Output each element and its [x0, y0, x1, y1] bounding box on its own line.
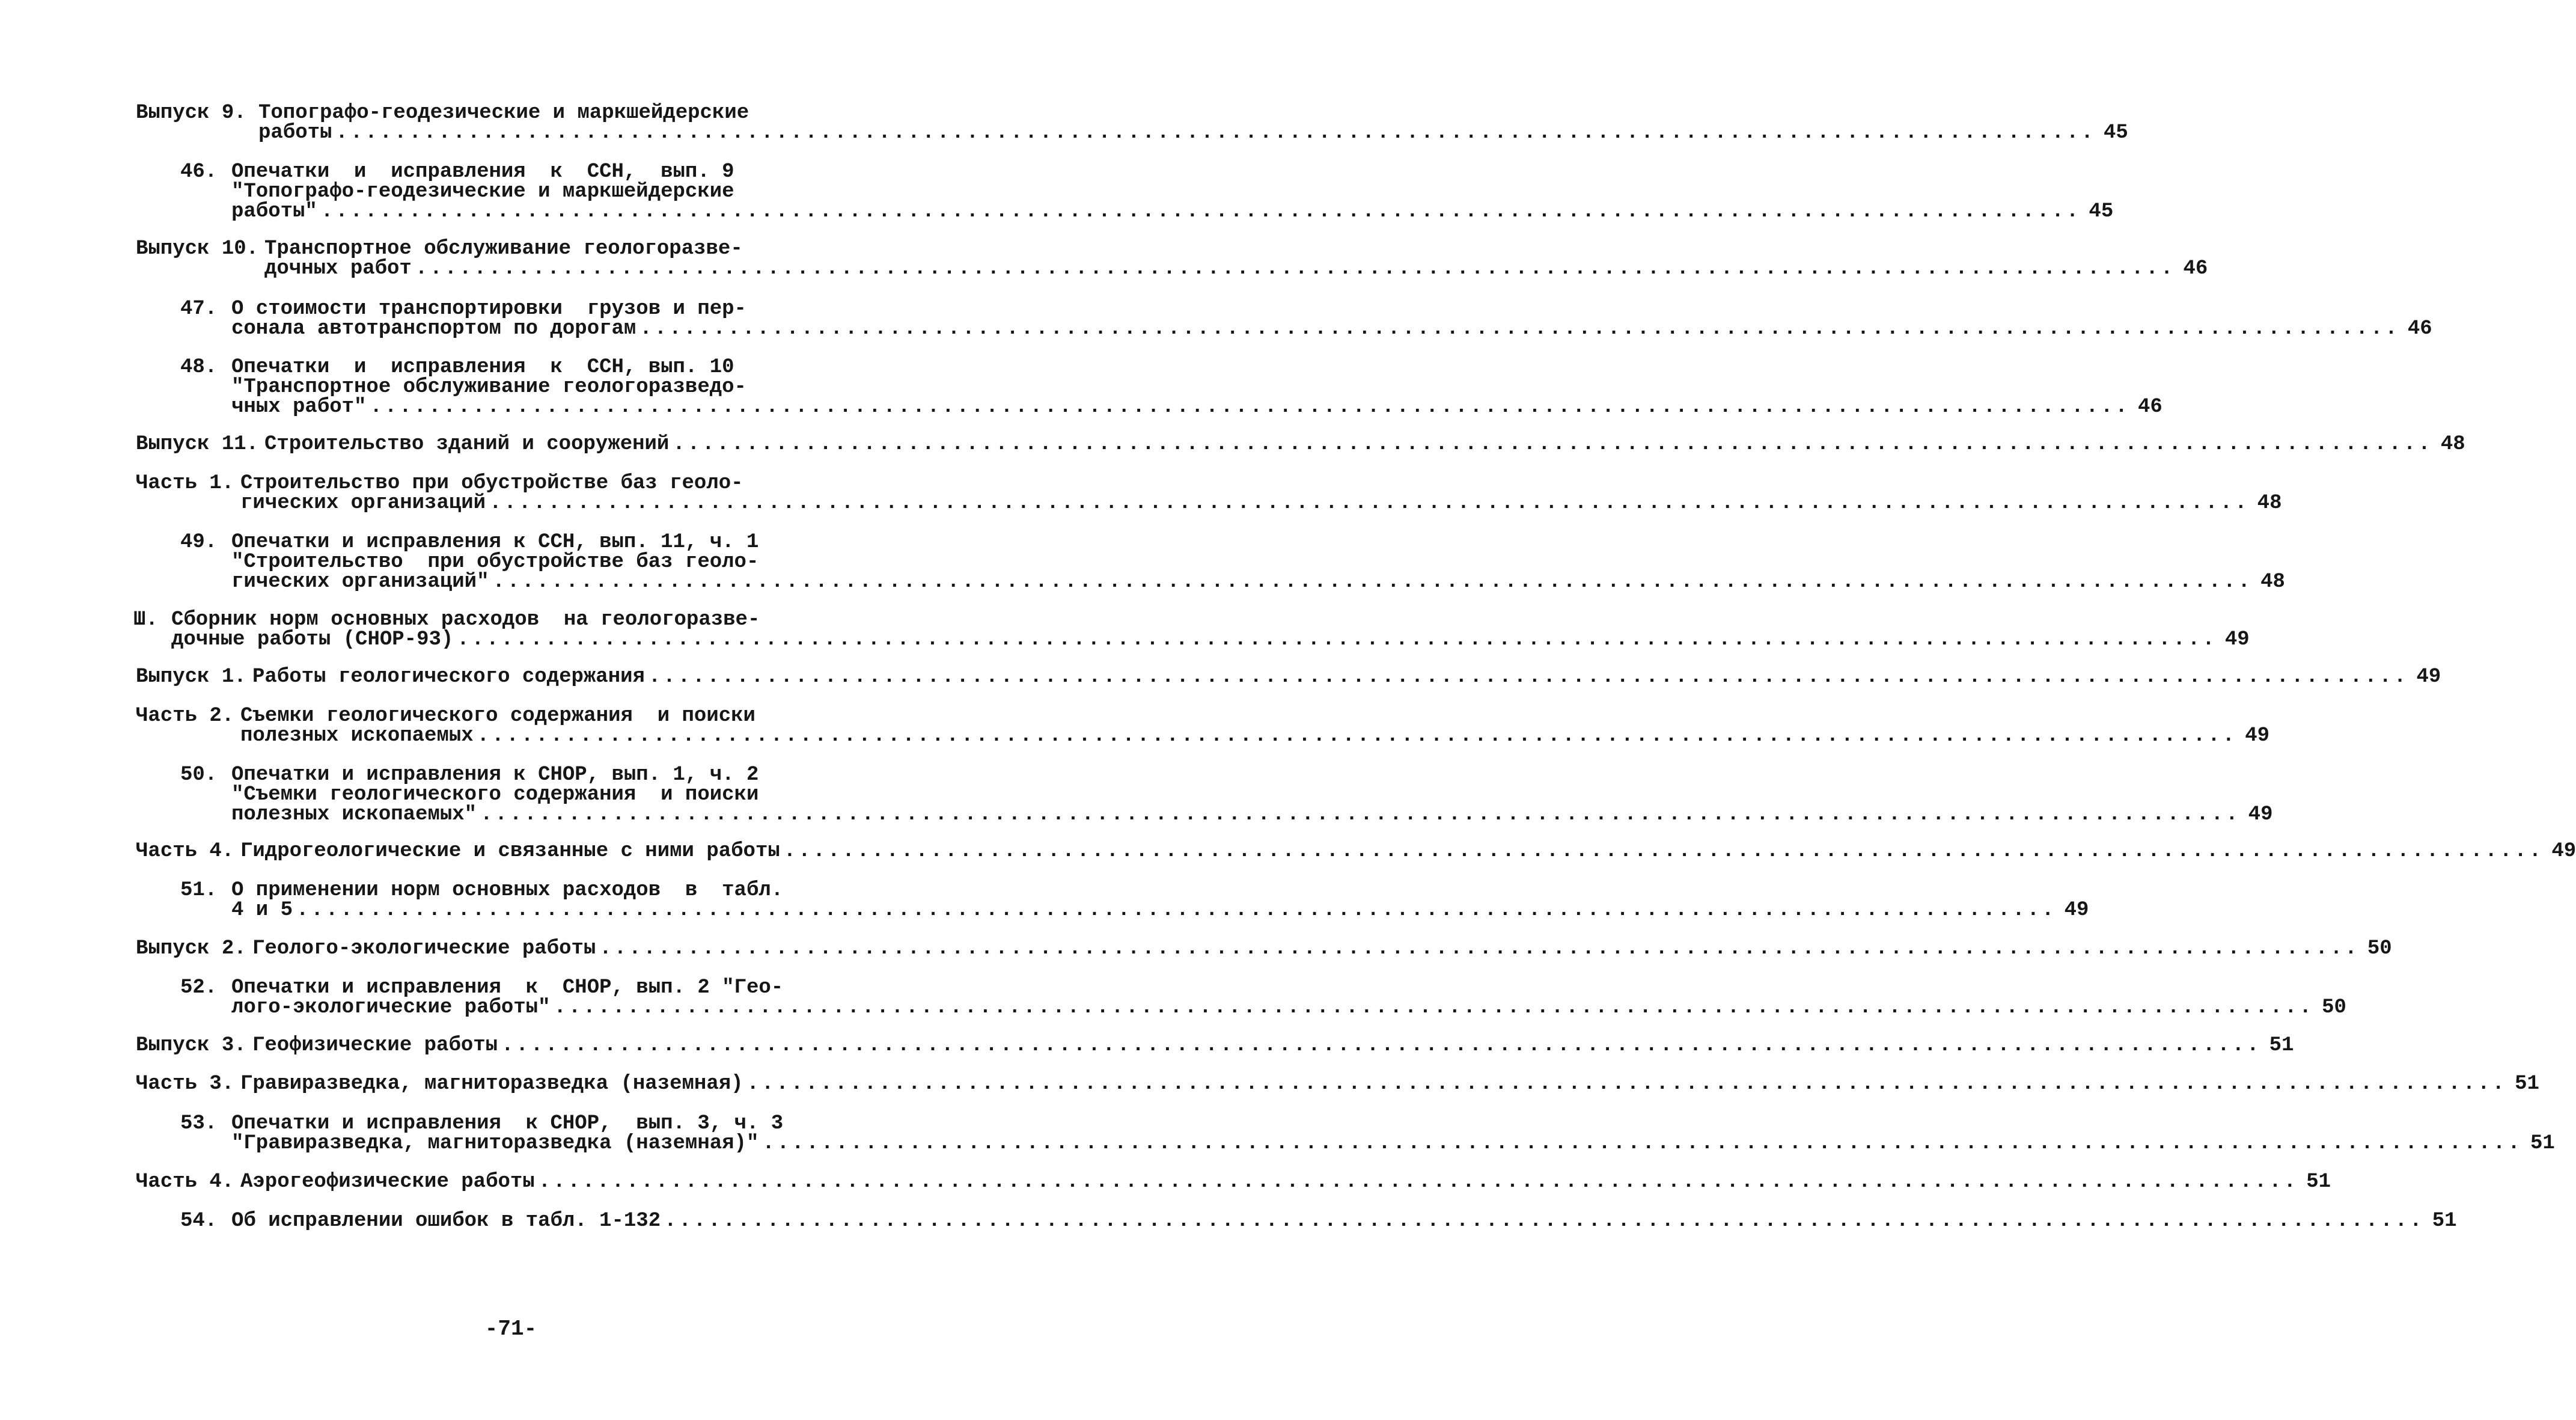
toc-entry-title-line: Аэрогеофизические работы [240, 1171, 535, 1193]
dot-leader: ........................................................................................................................ [296, 899, 2057, 922]
toc-entry-number: Часть 3. [136, 1073, 234, 1095]
toc-entry-number: 52. [180, 976, 218, 999]
toc-entry-title-line: гических организаций [240, 492, 486, 515]
toc-entry-title-line: Работы геологического содержания [252, 666, 645, 688]
toc-entry [231, 161, 2114, 223]
toc-page-number: 49 [2245, 724, 2270, 747]
toc-entry-title-line: Транспортное обслуживание геологоразве- [264, 237, 743, 260]
toc-entry-title-line: гических организаций" [231, 571, 489, 593]
toc-entry [231, 298, 2432, 340]
toc-page-number: 49 [2064, 899, 2089, 922]
toc-entry [264, 433, 2465, 456]
toc-entry-title-line: дочных работ [264, 257, 412, 280]
toc-page-number: 46 [2183, 257, 2208, 280]
toc-entry [231, 879, 2089, 922]
toc-entry [240, 1171, 2331, 1193]
toc-page-number: 51 [2432, 1210, 2457, 1232]
toc-entry [258, 102, 2128, 144]
toc-page-number: 49 [2416, 666, 2441, 688]
toc-entry [252, 1034, 2294, 1057]
toc-entry [231, 1112, 2555, 1155]
toc-entry-number: 48. [180, 356, 218, 379]
toc-entry [252, 666, 2441, 688]
toc-page-number: 50 [2367, 937, 2392, 960]
toc-entry-title-line: Топографо-геодезические и маркшейдерские [258, 102, 749, 124]
toc-entry-number: Часть 4. [136, 1171, 234, 1193]
toc-entry-title-line: Опечатки и исправления к СНОР, вып. 3, ч. 3 [231, 1112, 784, 1135]
toc-entry-title-line: чных работ" [231, 396, 367, 418]
toc-page-number: 48 [2257, 492, 2282, 515]
toc-entry-title-line: Об исправлении ошибок в табл. 1-132 [231, 1210, 661, 1232]
toc-entry-title-line: Гидрогеологические и связанные с ними работы [240, 840, 780, 863]
toc-entry [231, 1210, 2457, 1232]
toc-entry [264, 237, 2208, 280]
toc-entry-title-line: Геофизические работы [252, 1034, 498, 1057]
toc-entry-title-line: Съемки геологического содержания и поиски [240, 705, 755, 727]
toc-entry-number: Часть 4. [136, 840, 234, 863]
toc-page-number: 48 [2260, 571, 2285, 593]
toc-entry-title-line: Опечатки и исправления к ССН, вып. 9 [231, 161, 734, 183]
toc-entry-title-line: Сборник норм основных расходов на геологоразве- [171, 608, 760, 631]
toc-entry-last-line [264, 433, 2465, 456]
dot-leader: ........................................................................................................................ [492, 571, 2253, 593]
toc-entry-title-line: Гравиразведка, магниторазведка (наземная) [240, 1073, 743, 1095]
dot-leader: ........................................................................................................................ [762, 1132, 2523, 1155]
toc-entry-last-line [240, 492, 2282, 515]
dot-leader: ........................................................................................................................ [415, 257, 2176, 280]
toc-entry-title-line: Опечатки и исправления к СНОР, вып. 1, ч. 2 [231, 764, 759, 786]
toc-entry-last-line [264, 257, 2208, 280]
toc-entry [231, 356, 2162, 418]
toc-entry [171, 608, 2250, 651]
toc-entry [231, 531, 2285, 593]
toc-entry-number: Выпуск 3. [136, 1034, 246, 1057]
dot-leader: ........................................................................................................................ [746, 1073, 2507, 1095]
toc-entry-last-line [240, 840, 2576, 863]
dot-leader: ........................................................................................................................ [335, 121, 2096, 144]
toc-entry-number: Выпуск 10. [136, 237, 259, 260]
toc-entry-number: Часть 2. [136, 705, 234, 727]
toc-page-number: 48 [2440, 433, 2465, 456]
toc-entry-last-line [231, 396, 2162, 418]
toc-page-number: 46 [2407, 317, 2432, 340]
toc-page-number: 50 [2322, 996, 2346, 1019]
toc-entry-number: Часть 1. [136, 472, 234, 495]
toc-page-number: 45 [2104, 121, 2128, 144]
toc-entry-last-line [231, 317, 2432, 340]
toc-entry-title-line: "Строительство при обустройстве баз геоло- [231, 551, 759, 574]
toc-entry-last-line [231, 996, 2346, 1019]
toc-entry [240, 1073, 2539, 1095]
toc-entry-title-line: полезных ископаемых [240, 724, 474, 747]
toc-entry-last-line [231, 200, 2114, 223]
toc-entry-last-line [252, 937, 2392, 960]
dot-leader: ........................................................................................................................ [599, 937, 2360, 960]
toc-entry [231, 764, 2273, 826]
toc-page-number: 45 [2089, 200, 2114, 223]
toc-page-number: 46 [2138, 396, 2162, 418]
toc-entry-last-line [252, 666, 2441, 688]
toc-entry-number: 46. [180, 161, 218, 183]
toc-entry [231, 976, 2346, 1019]
toc-entry-title-line: О применении норм основных расходов в табл. [231, 879, 784, 902]
toc-entry-last-line [231, 1132, 2555, 1155]
toc-entry-last-line [231, 803, 2273, 826]
toc-entry-title-line: лого-экологические работы" [231, 996, 551, 1019]
dot-leader: ........................................................................................................................ [664, 1210, 2425, 1232]
toc-entry-title-line: Опечатки и исправления к ССН, вып. 11, ч. 1 [231, 531, 759, 554]
toc-entry-last-line [231, 899, 2089, 922]
dot-leader: ........................................................................................................................ [639, 317, 2400, 340]
toc-entry-number: Выпуск 2. [136, 937, 246, 960]
toc-entry-number: Выпуск 1. [136, 666, 246, 688]
toc-entry-title-line: О стоимости транспортировки грузов и пер- [231, 298, 746, 320]
dot-leader: ........................................................................................................................ [370, 396, 2130, 418]
dot-leader: ........................................................................................................................ [673, 433, 2433, 456]
toc-entry-title-line: 4 и 5 [231, 899, 293, 922]
toc-entry-title-line: дочные работы (СНОР-93) [171, 628, 454, 651]
dot-leader: ........................................................................................................................ [554, 996, 2314, 1019]
toc-entry-title-line: Строительство зданий и сооружений [264, 433, 670, 456]
toc-entry-title-line: "Съемки геологического содержания и поиски [231, 783, 759, 806]
toc-entry-title-line: полезных ископаемых" [231, 803, 477, 826]
toc-entry-last-line [240, 1171, 2331, 1193]
toc-entry-number: 50. [180, 764, 218, 786]
toc-page-number: 51 [2269, 1034, 2294, 1057]
page-number: -71- [484, 1317, 537, 1341]
toc-entry-last-line [240, 724, 2270, 747]
toc-entry-title-line: работы" [231, 200, 317, 223]
toc-entry-number: 53. [180, 1112, 218, 1135]
dot-leader: ........................................................................................................................ [457, 628, 2217, 651]
dot-leader: ........................................................................................................................ [783, 840, 2544, 863]
toc-entry [240, 840, 2576, 863]
toc-entry-last-line [252, 1034, 2294, 1057]
toc-entry-number: 54. [180, 1210, 218, 1232]
toc-entry-title-line: Опечатки и исправления к ССН, вып. 10 [231, 356, 734, 379]
toc-entry-last-line [231, 571, 2285, 593]
toc-entry-title-line: "Топографо-геодезические и маркшейдерские [231, 180, 734, 203]
dot-leader: ........................................................................................................................ [480, 803, 2241, 826]
toc-entry-title-line: "Транспортное обслуживание геологоразведо- [231, 376, 746, 399]
toc-page-number: 51 [2530, 1132, 2555, 1155]
toc-entry-number: Выпуск 11. [136, 433, 259, 456]
toc-entry [240, 705, 2270, 747]
toc-entry-number: 49. [180, 531, 218, 554]
toc-entry [252, 937, 2392, 960]
toc-page-number: 49 [2224, 628, 2250, 651]
toc-entry-title-line: "Гравиразведка, магниторазведка (наземная)" [231, 1132, 759, 1155]
dot-leader: ........................................................................................................................ [489, 492, 2250, 515]
toc-page-number: 51 [2515, 1073, 2539, 1095]
toc-entry-number: Выпуск 9. [136, 102, 246, 124]
toc-page-number: 49 [2248, 803, 2273, 826]
toc-entry-title-line: Опечатки и исправления к СНОР, вып. 2 "Гео- [231, 976, 784, 999]
toc-page-number: 49 [2551, 840, 2576, 863]
toc-entry-title-line: работы [258, 121, 332, 144]
toc-entry-title-line: сонала автотранспортом по дорогам [231, 317, 636, 340]
dot-leader: ........................................................................................................................ [477, 724, 2238, 747]
toc-entry-title-line: Геолого-экологические работы [252, 937, 596, 960]
dot-leader: ........................................................................................................................ [501, 1034, 2262, 1057]
toc-entry-last-line [240, 1073, 2539, 1095]
toc-entry-number: Ш. [133, 608, 158, 631]
toc-entry-last-line [171, 628, 2250, 651]
toc-entry-number: 51. [180, 879, 218, 902]
dot-leader: ........................................................................................................................ [538, 1171, 2299, 1193]
toc-entry-last-line [231, 1210, 2457, 1232]
toc-page-number: 51 [2306, 1171, 2331, 1193]
toc-entry [240, 472, 2282, 515]
dot-leader: ........................................................................................................................ [648, 666, 2409, 688]
toc-entry-title-line: Строительство при обустройстве баз геоло- [240, 472, 743, 495]
toc-entry-last-line [258, 121, 2128, 144]
dot-leader: ........................................................................................................................ [320, 200, 2081, 223]
toc-entry-number: 47. [180, 298, 218, 320]
